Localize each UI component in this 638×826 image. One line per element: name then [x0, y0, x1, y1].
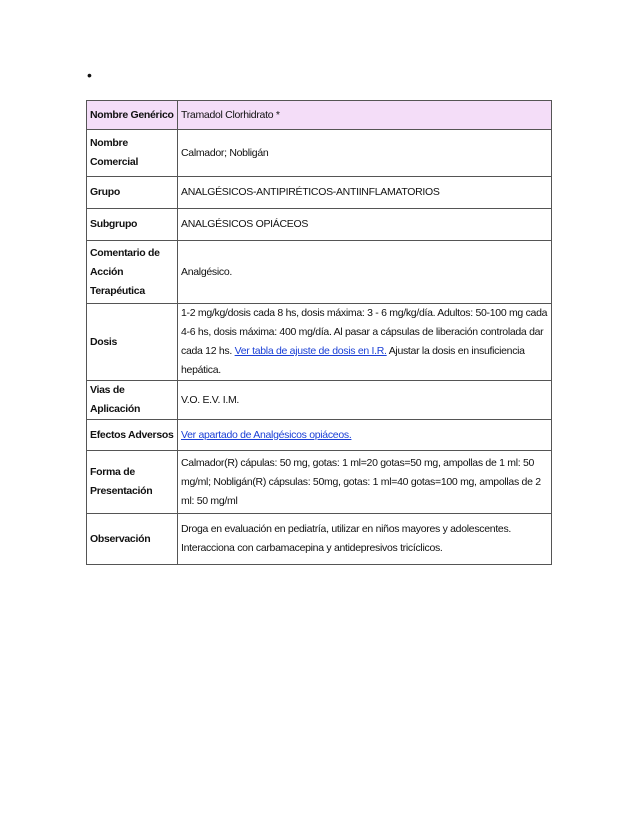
label-nombre-comercial: Nombre Comercial	[87, 130, 178, 177]
label-comentario: Comentario de Acción Terapéutica	[87, 241, 178, 304]
value-grupo: ANALGÉSICOS-ANTIPIRÉTICOS-ANTIINFLAMATORIOS	[178, 177, 552, 209]
row-grupo	[87, 177, 552, 209]
dosis-text-before: 1-2 mg/kg/dosis cada 8 hs, dosis máxima: 3 - 6 mg/kg/día. Adultos: 50-100 mg cada 4-6 hs, dosis máxima: 400 mg/día. Al pasar a cápsulas de liberación controlada dar cada 12 hs.	[181, 307, 548, 357]
row-observacion	[87, 514, 552, 565]
drug-info-table	[86, 100, 552, 565]
label-observacion: Observación	[87, 514, 178, 565]
value-dosis	[178, 304, 552, 381]
value-subgrupo: ANALGÉSICOS OPIÁCEOS	[178, 209, 552, 241]
label-efectos: Efectos Adversos	[87, 420, 178, 451]
bullet-marker: •	[87, 67, 92, 83]
adverse-effects-link[interactable]: Ver apartado de Analgésicos opiáceos.	[181, 428, 352, 441]
row-forma	[87, 451, 552, 514]
value-efectos	[178, 420, 552, 451]
dosis-text-after: Ajustar la dosis en insuficiencia hepática.	[181, 345, 525, 376]
row-comentario	[87, 241, 552, 304]
label-grupo: Grupo	[87, 177, 178, 209]
label-dosis: Dosis	[87, 304, 178, 381]
row-vias	[87, 381, 552, 420]
value-observacion: Droga en evaluación en pediatría, utilizar en niños mayores y adolescentes. Interacciona con carbamacepina y antidepresivos tricíclicos.	[178, 514, 552, 565]
row-nombre-generico	[87, 101, 552, 130]
row-nombre-comercial	[87, 130, 552, 177]
label-subgrupo: Subgrupo	[87, 209, 178, 241]
label-vias: Vias de Aplicación	[87, 381, 178, 420]
row-dosis	[87, 304, 552, 381]
row-subgrupo	[87, 209, 552, 241]
label-forma: Forma de Presentación	[87, 451, 178, 514]
value-forma: Calmador(R) cápulas: 50 mg, gotas: 1 ml=20 gotas=50 mg, ampollas de 1 ml: 50 mg/ml; Nobligán(R) cápsulas: 50mg, gotas: 1 ml=40 gotas=100 mg, ampollas de 2 ml: 50 mg/ml	[178, 451, 552, 514]
label-nombre-generico: Nombre Genérico	[87, 101, 178, 130]
dose-adjustment-link[interactable]: Ver tabla de ajuste de dosis en I.R.	[234, 345, 387, 357]
value-nombre-generico: Tramadol Clorhidrato *	[178, 101, 552, 130]
value-nombre-comercial: Calmador; Nobligán	[178, 130, 552, 177]
row-efectos	[87, 420, 552, 451]
value-comentario: Analgésico.	[178, 241, 552, 304]
value-vias: V.O. E.V. I.M.	[178, 381, 552, 420]
